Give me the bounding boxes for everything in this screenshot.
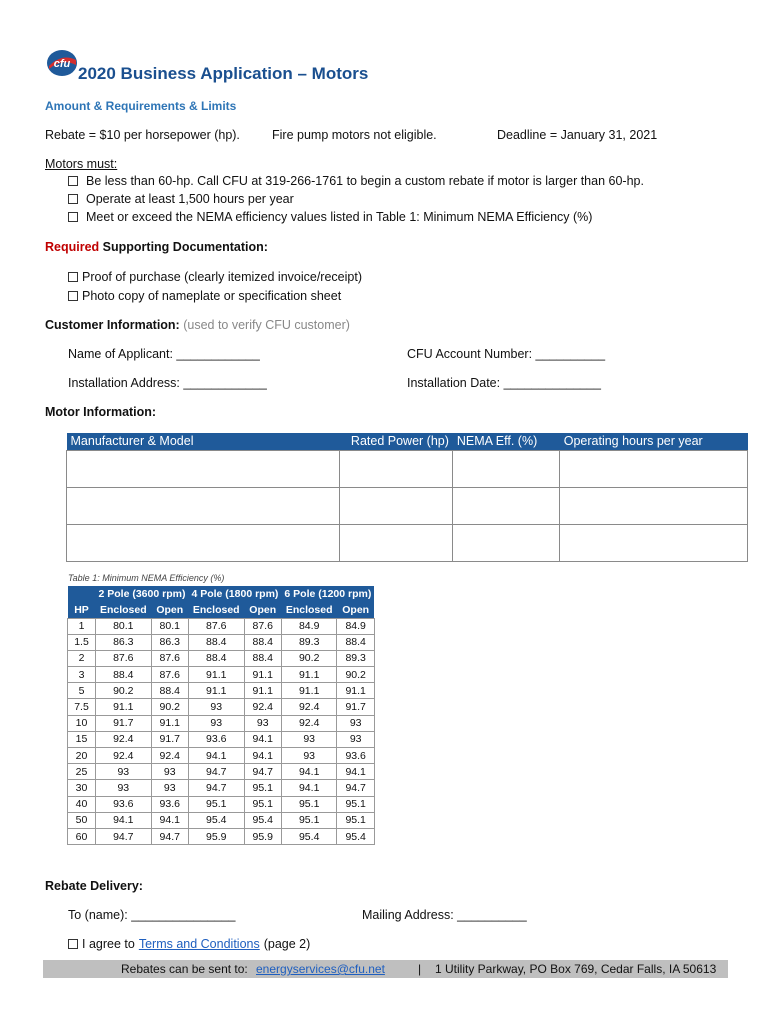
- efficiency-value-cell: 94.1: [188, 748, 244, 764]
- efficiency-value-cell: 87.6: [244, 618, 281, 634]
- installation-address-field[interactable]: Installation Address: ____________: [68, 376, 267, 390]
- account-number-field[interactable]: CFU Account Number: __________: [407, 347, 606, 361]
- efficiency-value-cell: 88.4: [151, 683, 188, 699]
- efficiency-value-cell: 91.1: [244, 667, 281, 683]
- efficiency-value-cell: 93: [281, 731, 337, 747]
- table-row: [68, 650, 375, 666]
- efficiency-value-cell: 88.4: [188, 634, 244, 650]
- efficiency-value-cell: 92.4: [96, 731, 152, 747]
- efficiency-value-cell: 93.6: [96, 796, 152, 812]
- efficiency-value-cell: 91.7: [96, 715, 152, 731]
- table-row: [68, 715, 375, 731]
- hp-cell: 1.5: [68, 634, 96, 650]
- table-row: [67, 450, 748, 487]
- efficiency-value-cell: 93: [188, 699, 244, 715]
- hp-cell: 60: [68, 828, 96, 844]
- efficiency-value-cell: 90.2: [96, 683, 152, 699]
- checkbox[interactable]: [68, 291, 78, 301]
- efficiency-value-cell: 95.1: [281, 796, 337, 812]
- checkbox[interactable]: [68, 194, 78, 204]
- efficiency-value-cell: 95.1: [188, 796, 244, 812]
- efficiency-value-cell: 80.1: [96, 618, 152, 634]
- efficiency-value-cell: 91.1: [281, 667, 337, 683]
- table-row: [68, 634, 375, 650]
- efficiency-value-cell: 92.4: [281, 715, 337, 731]
- sub-header: HP: [68, 602, 96, 618]
- column-header: Rated Power (hp): [339, 433, 453, 450]
- requirement-text: Be less than 60-hp. Call CFU at 319-266-1761 to begin a custom rebate if motor is larger than 60-hp.: [86, 174, 644, 188]
- doc-text: Proof of purchase (clearly itemized invoice/receipt): [82, 270, 362, 284]
- efficiency-value-cell: 94.1: [281, 780, 337, 796]
- doc-item: [68, 289, 341, 303]
- efficiency-value-cell: 95.1: [337, 796, 374, 812]
- hp-cell: 2: [68, 650, 96, 666]
- efficiency-value-cell: 91.1: [188, 667, 244, 683]
- customer-heading: [45, 318, 350, 332]
- sub-header: Open: [244, 602, 281, 618]
- cfu-logo: [46, 49, 78, 77]
- customer-note: (used to verify CFU customer): [183, 318, 350, 332]
- efficiency-value-cell: 91.1: [151, 715, 188, 731]
- deadline-text: Deadline = January 31, 2021: [497, 128, 658, 142]
- efficiency-value-cell: 91.1: [188, 683, 244, 699]
- fire-pump-text: Fire pump motors not eligible.: [272, 128, 437, 142]
- efficiency-value-cell: 88.4: [337, 634, 374, 650]
- customer-heading-text: Customer Information:: [45, 318, 180, 332]
- manufacturer-cell[interactable]: [67, 450, 340, 487]
- table-row: [68, 764, 375, 780]
- efficiency-value-cell: 95.1: [244, 780, 281, 796]
- blank-header: [68, 586, 96, 602]
- required-label: Required: [45, 240, 100, 254]
- table-header-row: [67, 433, 748, 450]
- efficiency-value-cell: 92.4: [151, 748, 188, 764]
- footer-email-link[interactable]: energyservices@cfu.net: [256, 962, 385, 976]
- efficiency-value-cell: 93.6: [151, 796, 188, 812]
- hp-cell: 30: [68, 780, 96, 796]
- checkbox[interactable]: [68, 176, 78, 186]
- efficiency-value-cell: 93: [96, 780, 152, 796]
- efficiency-value-cell: 95.4: [337, 828, 374, 844]
- hours-cell[interactable]: [560, 450, 748, 487]
- agree-checkbox[interactable]: [68, 939, 78, 949]
- efficiency-value-cell: 84.9: [281, 618, 337, 634]
- efficiency-value-cell: 95.4: [281, 828, 337, 844]
- efficiency-value-cell: 94.7: [337, 780, 374, 796]
- installation-date-field[interactable]: Installation Date: ______________: [407, 376, 601, 390]
- efficiency-value-cell: 89.3: [337, 650, 374, 666]
- efficiency-value-cell: 94.1: [244, 731, 281, 747]
- efficiency-value-cell: 92.4: [96, 748, 152, 764]
- logo-text: cfu: [53, 58, 71, 70]
- doc-text: Photo copy of nameplate or specification sheet: [82, 289, 342, 303]
- agree-prefix: I agree to: [82, 937, 135, 951]
- efficiency-value-cell: 93.6: [188, 731, 244, 747]
- efficiency-value-cell: 93: [244, 715, 281, 731]
- efficiency-value-cell: 93.6: [337, 748, 374, 764]
- footer-separator: |: [418, 962, 422, 976]
- efficiency-value-cell: 93: [151, 764, 188, 780]
- efficiency-cell[interactable]: [453, 450, 560, 487]
- column-header: Operating hours per year: [560, 433, 748, 450]
- motors-must-heading: Motors must:: [45, 157, 118, 171]
- efficiency-value-cell: 87.6: [188, 618, 244, 634]
- group-header: 4 Pole (1800 rpm): [188, 586, 281, 602]
- efficiency-value-cell: 90.2: [281, 650, 337, 666]
- checkbox[interactable]: [68, 272, 78, 282]
- footer-bar: [43, 960, 728, 978]
- table-row: [68, 828, 375, 844]
- table-row: [67, 524, 748, 561]
- sub-header-row: [68, 602, 375, 618]
- efficiency-value-cell: 86.3: [96, 634, 152, 650]
- efficiency-value-cell: 93: [151, 780, 188, 796]
- efficiency-value-cell: 91.7: [337, 699, 374, 715]
- efficiency-value-cell: 92.4: [281, 699, 337, 715]
- efficiency-value-cell: 94.7: [96, 828, 152, 844]
- agree-suffix: (page 2): [263, 937, 311, 951]
- group-header: 2 Pole (3600 rpm): [96, 586, 189, 602]
- hours-cell[interactable]: [560, 524, 748, 561]
- agree-item: [68, 937, 310, 951]
- efficiency-cell[interactable]: [453, 487, 560, 524]
- efficiency-value-cell: 94.7: [188, 764, 244, 780]
- efficiency-value-cell: 94.1: [337, 764, 374, 780]
- column-header: Manufacturer & Model: [67, 433, 340, 450]
- checkbox[interactable]: [68, 212, 78, 222]
- table-row: [68, 812, 375, 828]
- power-cell[interactable]: [339, 487, 453, 524]
- efficiency-value-cell: 94.1: [244, 748, 281, 764]
- docs-heading-text: Supporting Documentation:: [102, 240, 268, 254]
- requirement-item: [68, 210, 592, 224]
- efficiency-value-cell: 84.9: [337, 618, 374, 634]
- sub-header: Enclosed: [96, 602, 152, 618]
- efficiency-value-cell: 93: [337, 731, 374, 747]
- efficiency-value-cell: 90.2: [151, 699, 188, 715]
- nema-caption: Table 1: Minimum NEMA Efficiency (%): [68, 573, 225, 583]
- motor-info-table: [66, 433, 748, 562]
- efficiency-value-cell: 88.4: [188, 650, 244, 666]
- delivery-heading: Rebate Delivery:: [45, 879, 143, 893]
- requirement-item: [68, 192, 294, 206]
- efficiency-value-cell: 95.1: [244, 796, 281, 812]
- footer-address: 1 Utility Parkway, PO Box 769, Cedar Falls, IA 50613: [435, 962, 717, 976]
- efficiency-value-cell: 92.4: [244, 699, 281, 715]
- efficiency-value-cell: 86.3: [151, 634, 188, 650]
- group-header: 6 Pole (1200 rpm): [281, 586, 374, 602]
- table-row: [68, 796, 375, 812]
- column-header: NEMA Eff. (%): [453, 433, 560, 450]
- hp-cell: 25: [68, 764, 96, 780]
- manufacturer-cell[interactable]: [67, 487, 340, 524]
- hp-cell: 40: [68, 796, 96, 812]
- efficiency-value-cell: 93: [188, 715, 244, 731]
- amount-heading: Amount & Requirements & Limits: [45, 99, 237, 113]
- table-row: [68, 699, 375, 715]
- efficiency-value-cell: 94.1: [281, 764, 337, 780]
- efficiency-value-cell: 94.7: [151, 828, 188, 844]
- table-row: [68, 748, 375, 764]
- table-row: [68, 618, 375, 634]
- sub-header: Open: [337, 602, 374, 618]
- hp-cell: 50: [68, 812, 96, 828]
- efficiency-value-cell: 88.4: [244, 650, 281, 666]
- efficiency-value-cell: 80.1: [151, 618, 188, 634]
- efficiency-value-cell: 88.4: [244, 634, 281, 650]
- efficiency-value-cell: 89.3: [281, 634, 337, 650]
- efficiency-value-cell: 91.1: [244, 683, 281, 699]
- efficiency-value-cell: 94.7: [188, 780, 244, 796]
- efficiency-value-cell: 88.4: [96, 667, 152, 683]
- efficiency-value-cell: 91.7: [151, 731, 188, 747]
- power-cell[interactable]: [339, 524, 453, 561]
- efficiency-cell[interactable]: [453, 524, 560, 561]
- rebate-text: Rebate = $10 per horsepower (hp).: [45, 128, 240, 142]
- efficiency-value-cell: 95.4: [188, 812, 244, 828]
- sub-header: Open: [151, 602, 188, 618]
- efficiency-value-cell: 95.9: [244, 828, 281, 844]
- efficiency-value-cell: 95.9: [188, 828, 244, 844]
- table-row: [68, 731, 375, 747]
- table-row: [68, 780, 375, 796]
- efficiency-value-cell: 95.4: [244, 812, 281, 828]
- requirement-text: Operate at least 1,500 hours per year: [86, 192, 294, 206]
- efficiency-value-cell: 94.1: [96, 812, 152, 828]
- efficiency-value-cell: 94.1: [151, 812, 188, 828]
- efficiency-value-cell: 91.1: [281, 683, 337, 699]
- doc-item: [68, 270, 362, 284]
- table-row: [68, 683, 375, 699]
- efficiency-value-cell: 94.7: [244, 764, 281, 780]
- hp-cell: 3: [68, 667, 96, 683]
- efficiency-value-cell: 87.6: [151, 650, 188, 666]
- efficiency-value-cell: 91.1: [96, 699, 152, 715]
- sub-header: Enclosed: [188, 602, 244, 618]
- applicant-field[interactable]: Name of Applicant: ____________: [68, 347, 260, 361]
- efficiency-value-cell: 87.6: [96, 650, 152, 666]
- efficiency-value-cell: 93: [281, 748, 337, 764]
- efficiency-value-cell: 95.1: [337, 812, 374, 828]
- efficiency-value-cell: 87.6: [151, 667, 188, 683]
- requirement-item: [68, 174, 644, 188]
- footer-prefix: Rebates can be sent to:: [121, 962, 248, 976]
- mailing-address-field[interactable]: Mailing Address: __________: [362, 908, 527, 922]
- terms-link[interactable]: Terms and Conditions: [138, 937, 260, 951]
- hours-cell[interactable]: [560, 487, 748, 524]
- efficiency-value-cell: 90.2: [337, 667, 374, 683]
- power-cell[interactable]: [339, 450, 453, 487]
- group-header-row: [68, 586, 375, 602]
- hp-cell: 5: [68, 683, 96, 699]
- nema-efficiency-table: [67, 586, 375, 845]
- page-title: 2020 Business Application – Motors: [78, 64, 369, 83]
- efficiency-value-cell: 93: [337, 715, 374, 731]
- docs-heading: [45, 240, 268, 254]
- hp-cell: 1: [68, 618, 96, 634]
- efficiency-value-cell: 95.1: [281, 812, 337, 828]
- sub-header: Enclosed: [281, 602, 337, 618]
- manufacturer-cell[interactable]: [67, 524, 340, 561]
- hp-cell: 10: [68, 715, 96, 731]
- hp-cell: 15: [68, 731, 96, 747]
- requirement-text: Meet or exceed the NEMA efficiency values listed in Table 1: Minimum NEMA Efficiency (%): [86, 210, 593, 224]
- motor-heading: Motor Information:: [45, 405, 157, 419]
- to-name-field[interactable]: To (name): _______________: [68, 908, 236, 922]
- table-row: [68, 667, 375, 683]
- efficiency-value-cell: 91.1: [337, 683, 374, 699]
- hp-cell: 20: [68, 748, 96, 764]
- efficiency-value-cell: 93: [96, 764, 152, 780]
- table-row: [67, 487, 748, 524]
- hp-cell: 7.5: [68, 699, 96, 715]
